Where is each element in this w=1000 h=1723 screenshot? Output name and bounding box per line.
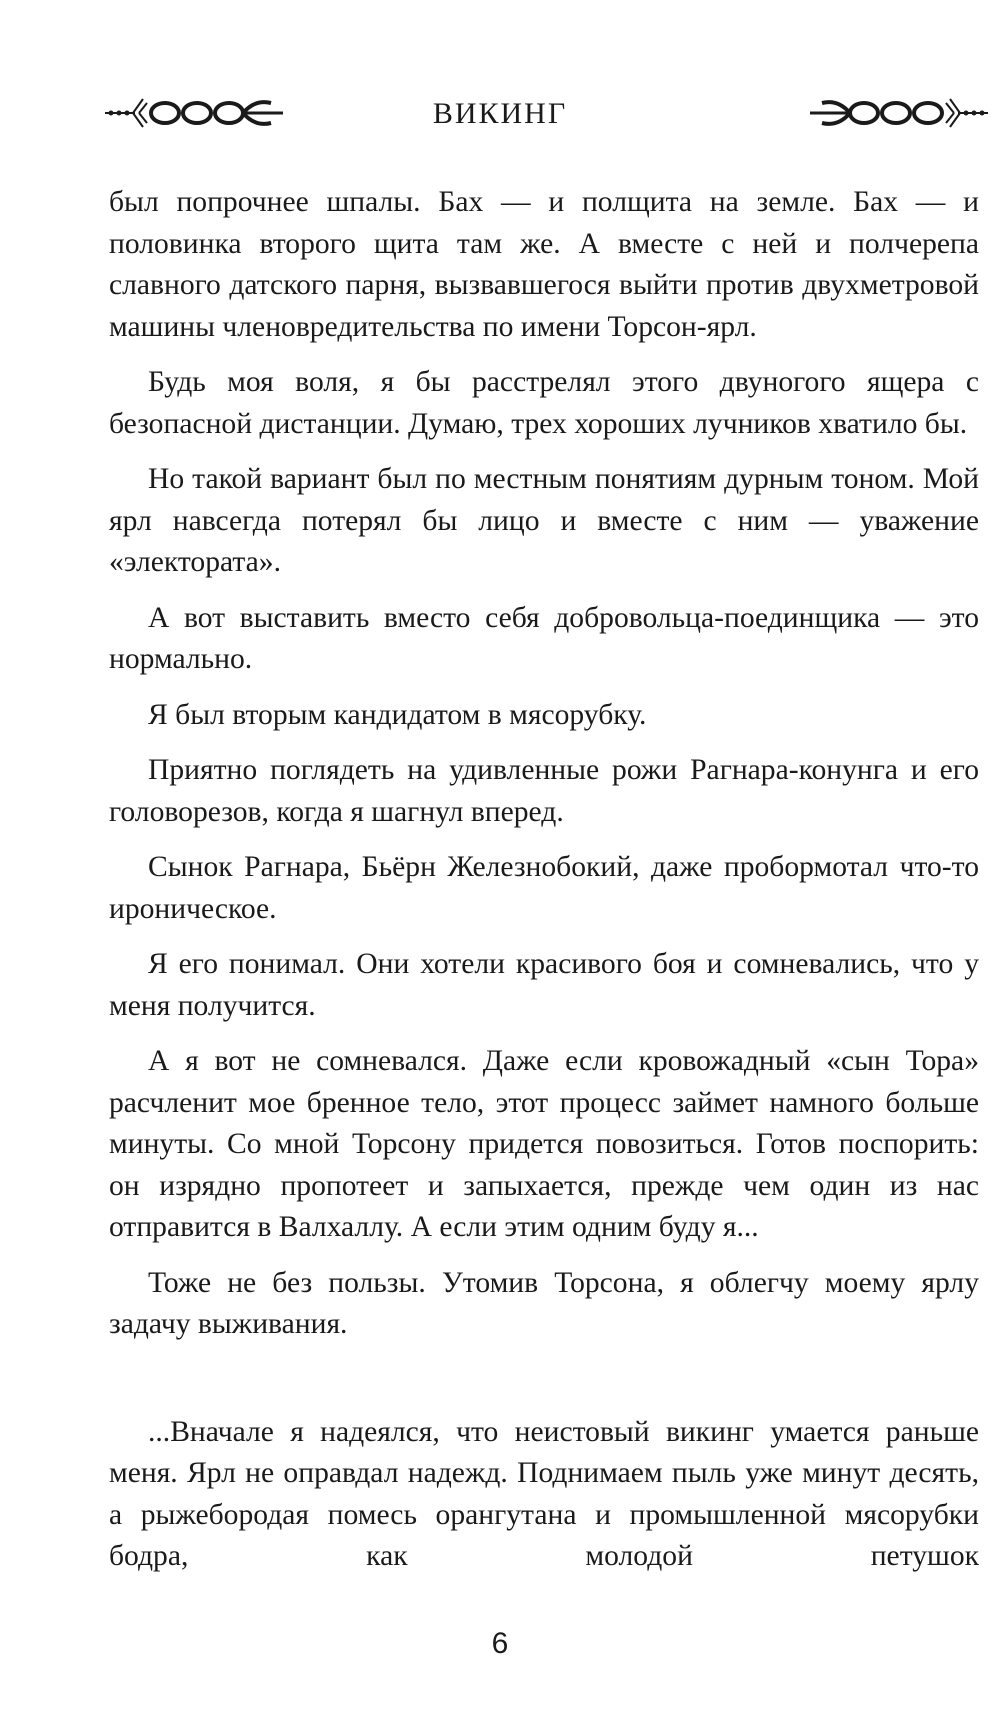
running-header-title: ВИКИНГ: [432, 97, 568, 130]
right-ornament-icon: [808, 93, 988, 133]
paragraph: Приятно поглядеть на удивленные рожи Рагнара-конунга и его головорезов, когда я шагнул вперед.: [109, 754, 979, 828]
paragraph: Я его понимал. Они хотели красивого боя и сомневались, что у меня получится.: [109, 948, 979, 1022]
paragraph: А я вот не сомневался. Даже если кровожадный «сын Тора» расчленит мое бренное тело, этот процесс займет намного больше минуты. Со мной Торсону придется повозиться. Готов поспорить: он изрядно пропотеет и запыхается, прежде чем один из нас отправится в Валхаллу. А если этим одним буду я...: [109, 1045, 979, 1243]
paragraph: Но такой вариант был по местным понятиям дурным тоном. Мой ярл навсегда потерял бы лицо и вместе с ним — уважение «электората».: [109, 463, 979, 578]
paragraph: А вот выставить вместо себя добровольца-поединщика — это нормально.: [109, 601, 979, 675]
paragraph: был попрочнее шпалы. Бах — и полщита на земле. Бах — и половинка второго щита там же. А вместе с ней и полчерепа славного датского парня, вызвавшегося выйти против двухметровой машины членовредительства по имени Торсон-ярл.: [109, 186, 979, 343]
body-text: [109, 182, 979, 1578]
paragraph: Сынок Рагнара, Бьёрн Железнобокий, даже пробормотал что-то ироническое.: [109, 851, 979, 925]
running-header: [0, 85, 1000, 145]
paragraph: Тоже не без пользы. Утомив Торсона, я облегчу моему ярлу задачу выживания.: [109, 1266, 979, 1340]
paragraph: Я был вторым кандидатом в мясорубку.: [148, 698, 647, 731]
paragraph: ...Вначале я надеялся, что неистовый викинг умается раньше меня. Ярл не оправдал надежд. Поднимаем пыль уже минут десять, а рыжебородая помесь орангутана и промышленной мясорубки бодра, как молодой петушок: [109, 1415, 979, 1572]
page-number: 6: [491, 1627, 509, 1660]
paragraph: Будь моя воля, я бы расстрелял этого двуногого ящера с безопасной дистанции. Думаю, трех хороших лучников хватило бы.: [109, 366, 979, 440]
